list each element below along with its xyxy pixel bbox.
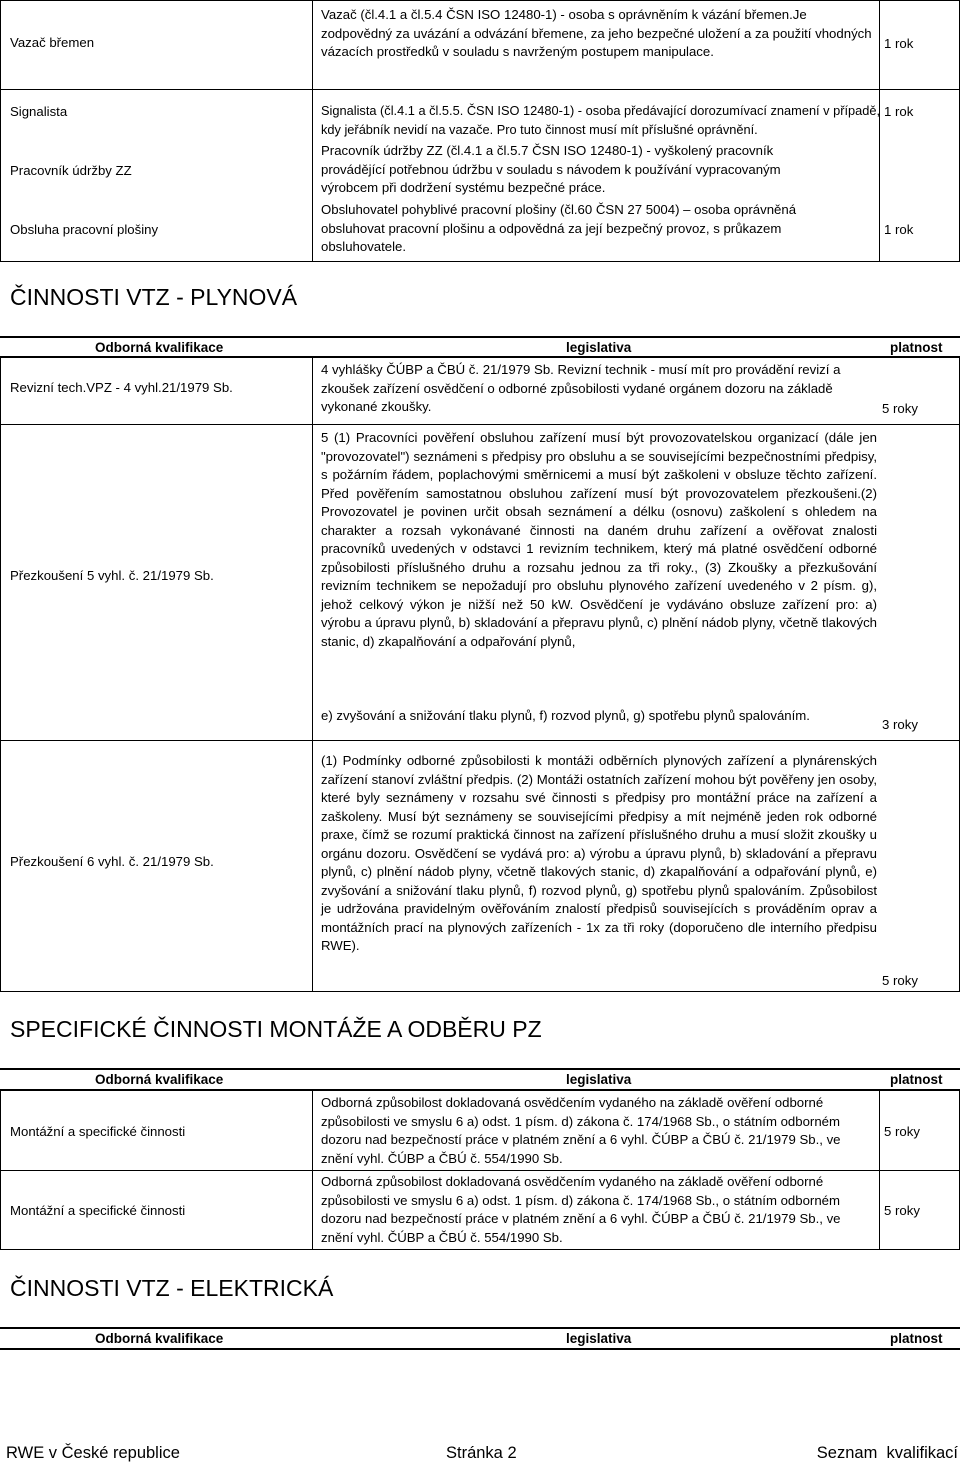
plynova-row1-validity: 5 roky <box>882 401 918 416</box>
plosiny-validity: 1 rok <box>884 222 914 237</box>
montaz-header-qual: Odborná kvalifikace <box>95 1072 224 1087</box>
plynova-header-val: platnost <box>890 340 943 355</box>
montaz-row2-label: Montážní a specifické činnosti <box>10 1203 186 1218</box>
signalista-text: Signalista (čl.4.1 a čl.5.5. ČSN ISO 12480-1) - osoba předávající dorozumívací znamení v případě, kdy jeřábník nevidí na vazače. Pro tuto činnost musí mít příslušné oprávnění. <box>321 103 881 137</box>
elektricka-header-qual: Odborná kvalifikace <box>95 1331 224 1346</box>
elektricka-title: ČINNOSTI VTZ - ELEKTRICKÁ <box>10 1275 334 1301</box>
plynova-header-leg: legislativa <box>566 340 632 355</box>
montaz-row1-validity: 5 roky <box>884 1124 920 1139</box>
footer-right: Seznam kvalifikací <box>816 1444 958 1462</box>
plynova-row2-validity: 3 roky <box>882 717 918 732</box>
plosiny-text: Obsluhovatel pohyblivé pracovní plošiny (čl.60 ČSN 27 5004) – osoba oprávněná obsluhovat pracovní plošinu a odpovědná za její bezpečný provoz, s průkazem obsluhovatele. <box>321 202 797 254</box>
montaz-row2-validity: 5 roky <box>884 1203 920 1218</box>
footer-center: Stránka 2 <box>446 1444 517 1462</box>
montaz-title: SPECIFICKÉ ČINNOSTI MONTÁŽE A ODBĚRU PZ <box>10 1016 542 1042</box>
udrzba-label: Pracovník údržby ZZ <box>10 163 132 178</box>
montaz-row1-text: Odborná způsobilost dokladovaná osvědčením vydaného na základě ověření odborné způsobilosti ve smyslu 6 a) odst. 1 písm. d) zákona č. 174/1968 Sb., o státním odborném dozoru nad bezpečností práce v platném znění a 6 vyhl. ČÚBP a ČBÚ č. 21/1979 Sb., ve znění vyhl. ČÚBP a ČBÚ č. 554/1990 Sb. <box>321 1095 841 1166</box>
montaz-header-leg: legislativa <box>566 1072 632 1087</box>
plynova-row3-validity: 5 roky <box>882 973 918 988</box>
plynova-row3-text: (1) Podmínky odborné způsobilosti k montáži odběrních plynových zařízení a plynárenských zařízení stanoví zvláštní předpis. (2) Montáži ostatních zařízení mohou být pověřeny jen osoby, které byly seznámeny v rozsahu své činnosti s předpisy pro montážní práce na zařízení a zaškoleny. Musí být seznámeny se souvisejícími předpisy a mít nejméně jeden rok odborné praxe, čímž se rozumí praktická činnost na zařízení příslušného druhu a musí složit zkoušky u orgánu dozoru. Osvědčení se vydává pro: a) výrobu a úpravu plynů, b) skladování a přepravu plynů, c) plnění nádob plyny, včetně tlakových stanic, d) zkapalňování a odpařování plynů, e) zvyšování a snižování tlaku plynů, f) rozvod plynů, g) spotřebu plynů spalováním. Způsobilost je udržována pravidelným ověřováním znalostí předpisů souvisejících s prováděním oprav a montážních prací na plynových zařízeních - 1x za tři roky (doporučeno dle interního předpisu RWE). <box>321 753 877 953</box>
plynova-row3-label: Přezkoušení 6 vyhl. č. 21/1979 Sb. <box>10 854 214 869</box>
plynova-row1-text: 4 vyhlášky ČÚBP a ČBÚ č. 21/1979 Sb. Revizní technik - musí mít pro provádění revizí a zkoušek zařízení osvědčení o odborné způsobilosti vydané orgánem dozoru na základě vykonané zkoušky. <box>321 362 841 414</box>
montaz-row1-label: Montážní a specifické činnosti <box>10 1124 186 1139</box>
signalista-validity: 1 rok <box>884 104 914 119</box>
elektricka-header-leg: legislativa <box>566 1331 632 1346</box>
plynova-row2-text2: e) zvyšování a snižování tlaku plynů, f) rozvod plynů, g) spotřebu plynů spalováním. <box>321 708 810 723</box>
vazac-text: Vazač (čl.4.1 a čl.5.4 ČSN ISO 12480-1) - osoba s oprávněním k vázání břemen.Je zodpovědný za uvázání a odvázání břemene, za jeho bezpečné uložení a za použití vhodných vázacích prostředků v souladu s navrženým postupem manipulace. <box>321 7 872 59</box>
vazac-label: Vazač břemen <box>10 35 95 50</box>
footer-left: RWE v České republice <box>6 1444 180 1462</box>
signalista-label: Signalista <box>10 104 68 119</box>
plynova-row1-label: Revizní tech.VPZ - 4 vyhl.21/1979 Sb. <box>10 380 233 395</box>
plosiny-label: Obsluha pracovní plošiny <box>10 222 159 237</box>
vazac-validity: 1 rok <box>884 36 914 51</box>
montaz-header-val: platnost <box>890 1072 943 1087</box>
udrzba-text: Pracovník údržby ZZ (čl.4.1 a čl.5.7 ČSN ISO 12480-1) - vyškolený pracovník provádějící potřebnou údržbu v souladu s návodem k používání vypracovaným výrobcem při dodržení systému bezpečné práce. <box>321 143 781 195</box>
plynova-title: ČINNOSTI VTZ - PLYNOVÁ <box>10 284 298 310</box>
plynova-row2-label: Přezkoušení 5 vyhl. č. 21/1979 Sb. <box>10 568 214 583</box>
montaz-row2-text: Odborná způsobilost dokladovaná osvědčením vydaného na základě ověření odborné způsobilosti ve smyslu 6 a) odst. 1 písm. d) zákona č. 174/1968 Sb., o státním odborném dozoru nad bezpečností práce v platném znění a 6 vyhl. ČÚBP a ČBÚ č. 21/1979 Sb., ve znění vyhl. ČÚBP a ČBÚ č. 554/1990 Sb. <box>321 1174 841 1245</box>
elektricka-header-val: platnost <box>890 1331 943 1346</box>
plynova-row2-text: 5 (1) Pracovníci pověření obsluhou zařízení musí být provozovatelskou organizací (dále jen "provozovatel") seznámeni s předpisy pro obsluhu a se souvisejícími bezpečnostními předpisy, s požárním řádem, poplachovými směrnicemi a musí být zaškoleni v obsluze těchto zařízení. Před pověřením samostatnou obsluhou zařízení musí být provozovatelem přezkoušeni.(2) Provozovatel je povinen určit obsah seznámení a délku (osnovu) zaškolení s ohledem na charakter a rozsah vykonávané činnosti na daném druhu zařízení a ověřovat znalosti pracovníků uvedených v odstavci 1 revizním technikem, který má platné osvědčení odborné způsobilosti příslušného druhu a rozsahu jednou za tři roky., (3) Zkoušky a přezkušování revizním technikem se nepožadují pro obsluhu plynového zařízení uvedeného v 2 písm. g), jehož celkový výkon je nižší než 50 kW. Osvědčení je vydáváno obsluze zařízení pro: a) výrobu a úpravu plynů, b) skladování a přepravu plynů, c) plnění nádob plyny, včetně tlakových stanic, d) zkapalňování a odpařování plynů, <box>321 430 877 649</box>
plynova-header-qual: Odborná kvalifikace <box>95 340 224 355</box>
